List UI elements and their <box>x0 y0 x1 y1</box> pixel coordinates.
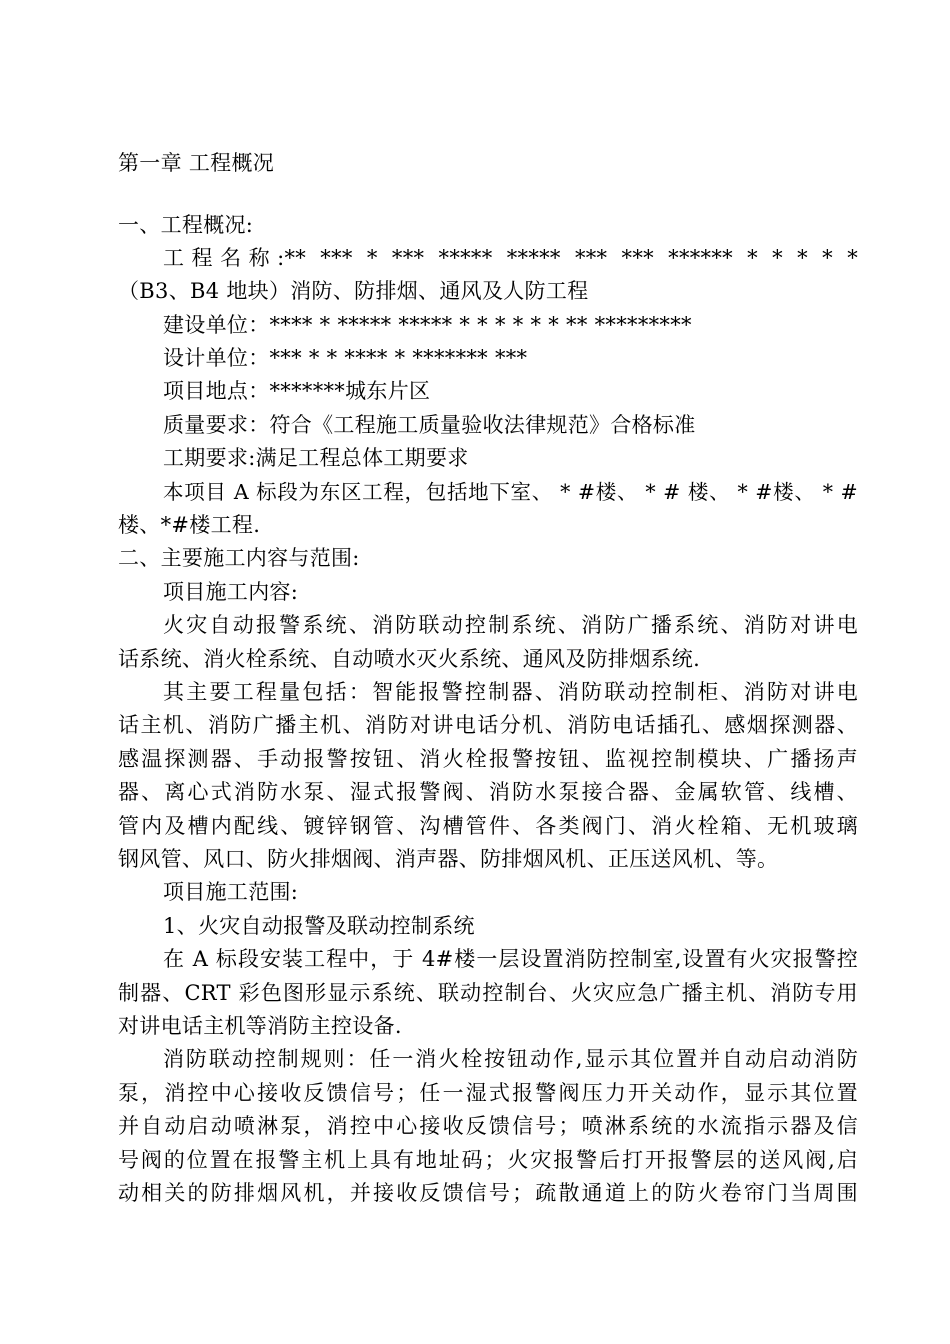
item-1-p1-line-2: 制器、CRT 彩色图形显示系统、联动控制台、火灾应急广播主机、消防专用 <box>118 981 858 1005</box>
scope-note-line-1: 本项目 A 标段为东区工程，包括地下室、 * #楼、 * # 楼、 * #楼、 * # <box>163 480 858 504</box>
quantities-line-2: 话主机、消防广播主机、消防对讲电话分机、消防电话插孔、感烟探测器、 <box>118 713 858 737</box>
range-label: 项目施工范围: <box>163 880 299 904</box>
location-line: 项目地点：*******城东片区 <box>163 379 431 403</box>
designer-line: 设计单位：*** * * **** * ******* *** <box>163 346 528 370</box>
quality-line: 质量要求：符合《工程施工质量验收法律规范》合格标准 <box>163 413 696 437</box>
section-2-heading: 二、主要施工内容与范围: <box>118 546 360 570</box>
builder-line: 建设单位：**** * ***** ***** * * * * * * ** ********* <box>163 313 692 337</box>
chapter-title: 第一章 工程概况 <box>118 151 275 175</box>
item-1-p2-line-5: 动相关的防排烟风机，并接收反馈信号；疏散通道上的防火卷帘门当周围 <box>118 1181 858 1205</box>
scope-note-line-2: 楼、*#楼工程. <box>118 513 261 537</box>
section-1-heading: 一、工程概况: <box>118 213 254 237</box>
schedule-line: 工期要求:满足工程总体工期要求 <box>163 446 469 470</box>
quantities-line-3: 感温探测器、手动报警按钮、消火栓报警按钮、监视控制模块、广播扬声 <box>118 747 858 771</box>
content-label: 项目施工内容: <box>163 580 299 604</box>
item-1-p1-line-3: 对讲电话主机等消防主控设备. <box>118 1014 402 1038</box>
item-1-p2-line-4: 号阀的位置在报警主机上具有地址码；火灾报警后打开报警层的送风阀,启 <box>118 1148 858 1172</box>
project-name-line-1: 工程名称:** *** * *** ***** ***** *** *** ****** * * * * * <box>163 246 858 270</box>
project-name-line-2: （B3、B4 地块）消防、防排烟、通风及人防工程 <box>118 279 589 303</box>
item-1-heading: 1、火灾自动报警及联动控制系统 <box>163 914 475 938</box>
quantities-line-5: 管内及槽内配线、镀锌钢管、沟槽管件、各类阀门、消火栓箱、无机玻璃 <box>118 814 858 838</box>
quantities-line-1: 其主要工程量包括：智能报警控制器、消防联动控制柜、消防对讲电 <box>163 680 858 704</box>
item-1-p2-line-2: 泵，消控中心接收反馈信号；任一湿式报警阀压力开关动作，显示其位置 <box>118 1081 858 1105</box>
item-1-p2-line-1: 消防联动控制规则：任一消火栓按钮动作,显示其位置并自动启动消防 <box>163 1047 858 1071</box>
quantities-line-6: 钢风管、风口、防火排烟阀、消声器、防排烟风机、正压送风机、等。 <box>118 847 779 871</box>
systems-line-1: 火灾自动报警系统、消防联动控制系统、消防广播系统、消防对讲电 <box>163 613 858 637</box>
systems-line-2: 话系统、消火栓系统、自动喷水灭火系统、通风及防排烟系统. <box>118 647 701 671</box>
item-1-p1-line-1: 在 A 标段安装工程中，于 4#楼一层设置消防控制室,设置有火灾报警控 <box>163 947 858 971</box>
item-1-p2-line-3: 并自动启动喷淋泵，消控中心接收反馈信号；喷淋系统的水流指示器及信 <box>118 1114 858 1138</box>
quantities-line-4: 器、离心式消防水泵、湿式报警阀、消防水泵接合器、金属软管、线槽、 <box>118 780 858 804</box>
